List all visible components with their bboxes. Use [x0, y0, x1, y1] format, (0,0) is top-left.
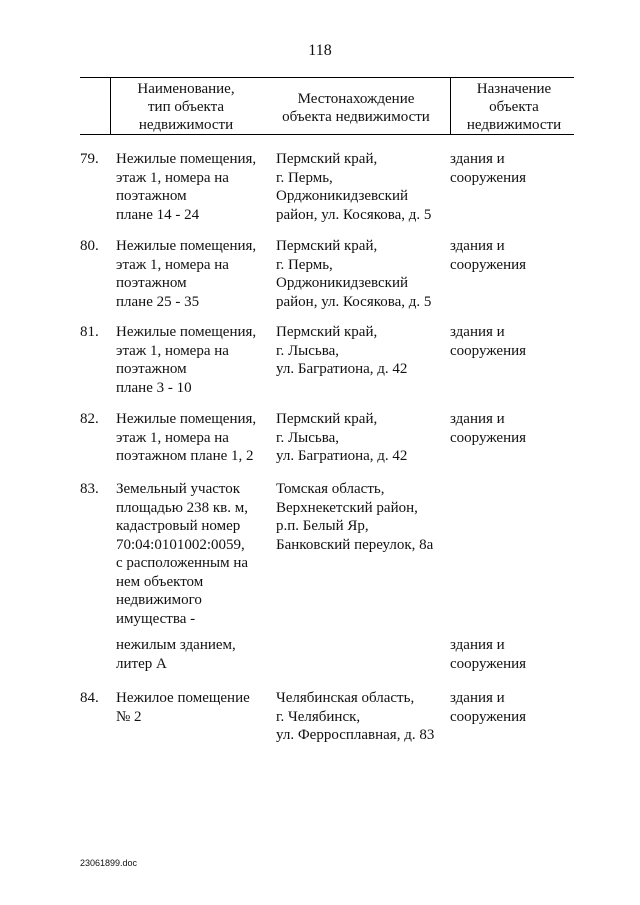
row-location: Томская область, Верхнекетский район, р.п. Белый Яр, Банковский переулок, 8а: [276, 481, 434, 553]
row-purpose: здания и сооружения: [450, 151, 527, 186]
row-name: Земельный участок площадью 238 кв. м, кадастровый номер 70:04:0101002:0059, с расположенным на нем объектом недвижимого имущества -: [116, 481, 249, 627]
row-purpose: здания и сооружения: [450, 411, 527, 446]
row-name: нежилым зданием, литер А: [116, 637, 236, 672]
row-number: 81.: [80, 324, 99, 340]
header-location-column: Местонахождение объекта недвижимости: [282, 91, 430, 125]
row-number: 79.: [80, 151, 99, 167]
table-header: [80, 77, 574, 135]
row-purpose: здания и сооружения: [450, 324, 527, 359]
row-location: Пермский край, г. Пермь, Орджоникидзевский район, ул. Косякова, д. 5: [276, 238, 432, 310]
row-name: Нежилые помещения, этаж 1, номера на поэтажном плане 14 - 24: [116, 151, 257, 223]
row-name: Нежилые помещения, этаж 1, номера на поэтажном плане 25 - 35: [116, 238, 257, 310]
header-purpose-column: Назначение объекта недвижимости: [466, 81, 562, 133]
row-number: 83.: [80, 481, 99, 497]
row-name: Нежилые помещения, этаж 1, номера на поэтажном плане 3 - 10: [116, 324, 257, 396]
row-number: 82.: [80, 411, 99, 427]
row-purpose: здания и сооружения: [450, 690, 527, 725]
row-purpose: здания и сооружения: [450, 238, 527, 273]
row-location: Пермский край, г. Лысьва, ул. Багратиона, д. 42: [276, 411, 408, 464]
row-purpose: здания и сооружения: [450, 637, 527, 672]
header-name-column: Наименование, тип объекта недвижимости: [137, 81, 235, 133]
page-number: 118: [308, 42, 332, 59]
row-name: Нежилое помещение № 2: [116, 690, 250, 725]
row-name: Нежилые помещения, этаж 1, номера на поэтажном плане 1, 2: [116, 411, 257, 464]
footer-filename: 23061899.doc: [80, 858, 138, 868]
header-divider: [110, 78, 111, 134]
row-number: 84.: [80, 690, 99, 706]
row-location: Челябинская область, г. Челябинск, ул. Ферросплавная, д. 83: [276, 690, 435, 743]
row-number: 80.: [80, 238, 99, 254]
row-location: Пермский край, г. Лысьва, ул. Багратиона, д. 42: [276, 324, 408, 377]
header-divider: [450, 78, 451, 134]
row-location: Пермский край, г. Пермь, Орджоникидзевский район, ул. Косякова, д. 5: [276, 151, 432, 223]
